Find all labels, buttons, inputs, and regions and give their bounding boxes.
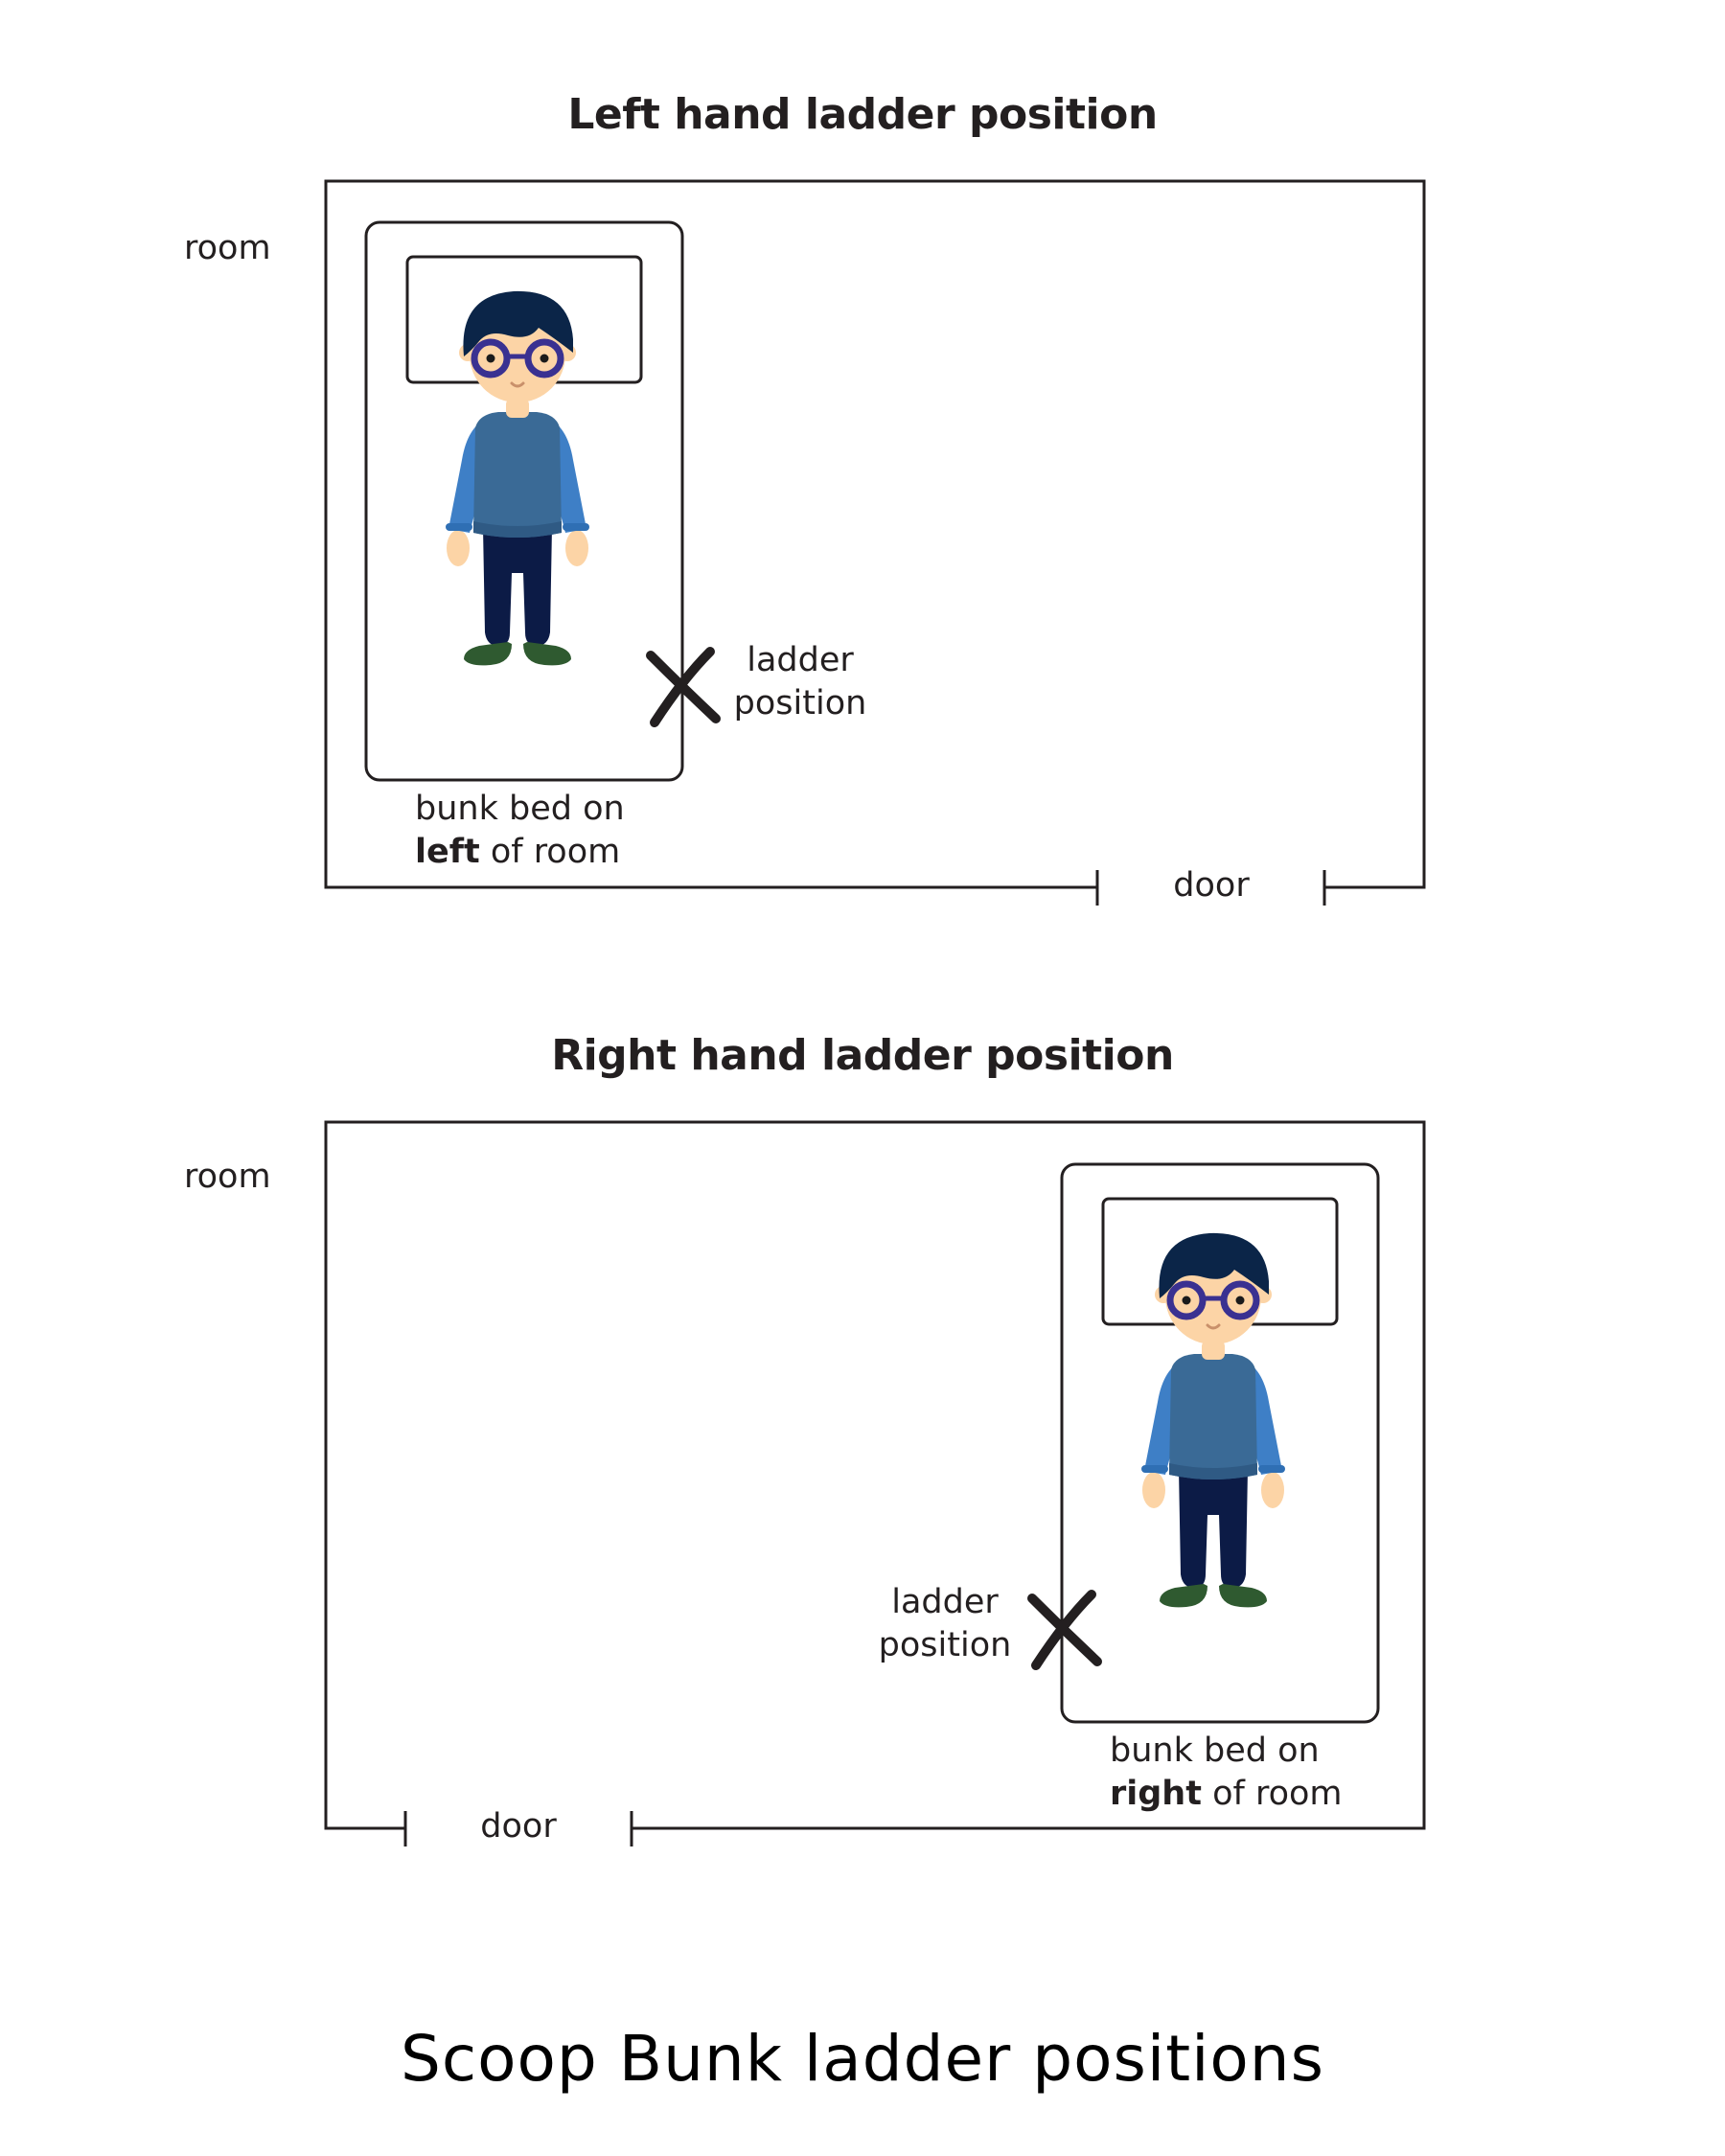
left-room-label: room [184, 229, 271, 267]
ladder-x-mark-icon [1032, 1594, 1097, 1665]
right-bed-label-line2 [1110, 1773, 1343, 1816]
right-bed-label-bold: right [1110, 1775, 1202, 1813]
left-ladder-label-line2: position [733, 684, 867, 722]
right-door-label: door [480, 1807, 557, 1846]
right-bed-label-line1: bunk bed on [1110, 1732, 1320, 1770]
left-diagram-title: Left hand ladder position [567, 90, 1158, 139]
left-bed-label-rest: of room [479, 833, 621, 871]
right-ladder-label [853, 1581, 1037, 1667]
left-bed-label-line2 [415, 831, 625, 874]
left-ladder-label-line1: ladder [747, 641, 854, 679]
child-figure-icon [1141, 1233, 1285, 1607]
right-room-label: room [184, 1158, 271, 1196]
left-bed-label-bold: left [415, 833, 480, 871]
child-figure-icon [446, 291, 589, 665]
left-door-label: door [1173, 866, 1250, 905]
right-ladder-label-line2: position [878, 1626, 1012, 1664]
page-caption: Scoop Bunk ladder positions [400, 2022, 1325, 2096]
right-ladder-label-line1: ladder [891, 1583, 999, 1621]
right-bed-label [1110, 1730, 1343, 1816]
right-bed-label-rest: of room [1201, 1775, 1343, 1813]
right-diagram-title: Right hand ladder position [551, 1031, 1174, 1080]
left-ladder-label [709, 639, 891, 725]
left-bed-label [415, 788, 625, 874]
left-bed-label-line1: bunk bed on [415, 790, 625, 828]
